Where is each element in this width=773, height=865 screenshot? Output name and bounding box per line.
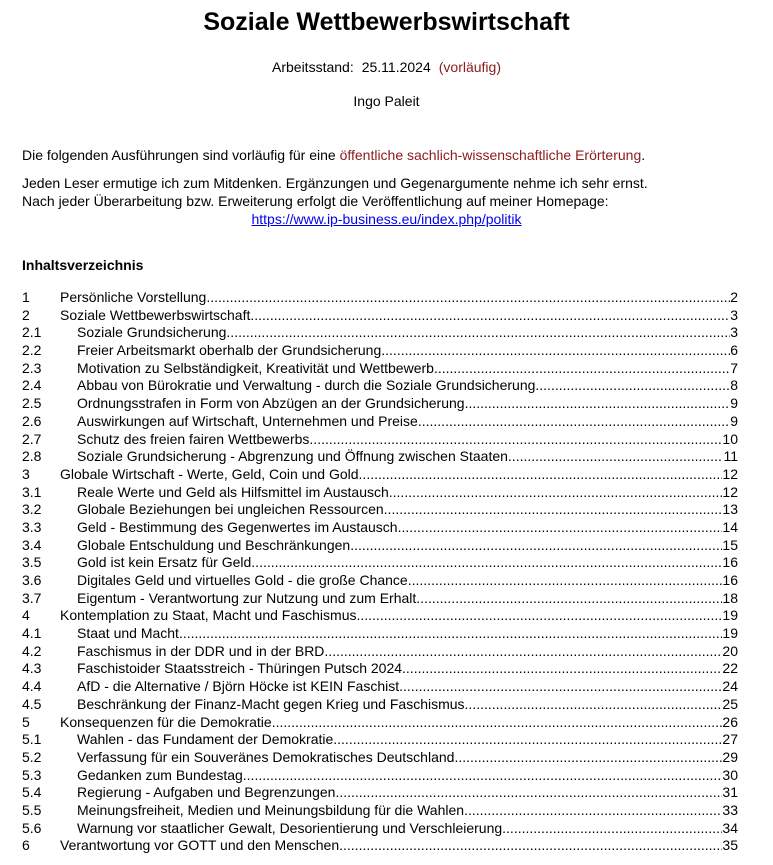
toc-entry-number: 2.4 <box>22 377 42 394</box>
toc-entry[interactable] <box>22 289 738 307</box>
homepage-link-wrapper <box>0 210 773 228</box>
toc-dot-leader <box>399 678 722 696</box>
toc-entry-page: 16 <box>722 554 738 571</box>
toc-entry-label: Soziale Wettbewerbswirtschaft <box>60 306 251 323</box>
toc-entry[interactable] <box>22 413 738 431</box>
toc-dot-leader <box>350 537 722 555</box>
toc-entry-label: Meinungsfreiheit, Medien und Meinungsbildung für die Wahlen <box>77 801 465 818</box>
toc-entry-label: Globale Wirtschaft - Werte, Geld, Coin und Gold <box>60 465 359 482</box>
toc-entry-number: 2.1 <box>22 324 42 341</box>
toc-entry-number: 2.5 <box>22 395 42 412</box>
toc-entry-page: 16 <box>722 572 738 588</box>
toc-dot-leader <box>502 820 722 838</box>
toc-entry-number: 2.2 <box>22 342 42 359</box>
toc-entry-label: Warnung vor staatlicher Gewalt, Desorientierung und Verschleierung <box>77 819 503 836</box>
intro-line-2: Nach jeder Überarbeitung bzw. Erweiterung erfolgt die Veröffentlichung auf meiner Homepage: <box>22 193 609 209</box>
toc-entry-page: 19 <box>722 607 738 624</box>
toc-entry-label: Motivation zu Selbständigkeit, Kreativität und Wettbewerb <box>77 359 434 376</box>
toc-entry-number: 3.3 <box>22 518 42 535</box>
toc-entry-label: Globale Entschuldung und Beschränkungen <box>77 536 351 553</box>
toc-entry-number: 4.1 <box>22 625 42 642</box>
toc-entry-page: 10 <box>722 430 738 447</box>
toc-dot-leader <box>464 802 722 820</box>
toc-dot-leader <box>359 466 723 484</box>
toc-dot-leader <box>434 360 730 378</box>
toc-entry-page: 30 <box>722 766 738 783</box>
toc-entry-number: 4.4 <box>22 678 42 695</box>
toc-entry-label: Gold ist kein Ersatz für Geld <box>77 554 252 571</box>
toc-entry-page: 12 <box>722 483 738 500</box>
toc-entry[interactable] <box>22 837 738 855</box>
toc-entry-label: Freier Arbeitsmarkt oberhalb der Grundsicherung <box>77 342 382 359</box>
toc-entry-label: Wahlen - das Fundament der Demokratie <box>77 731 334 748</box>
toc-entry[interactable] <box>22 696 738 714</box>
toc-entry-number: 5.1 <box>22 731 42 748</box>
toc-entry-page: 6 <box>730 342 738 359</box>
toc-entry[interactable] <box>22 820 738 838</box>
toc-entry-number: 3.5 <box>22 554 42 571</box>
toc-entry-label: Gedanken zum Bundestag <box>77 766 243 783</box>
toc-entry-label: Reale Werte und Geld als Hilfsmittel im Austausch <box>77 483 389 500</box>
toc-dot-leader <box>402 660 722 678</box>
toc-entry-label: Digitales Geld und virtuelles Gold - die große Chance <box>77 572 408 588</box>
toc-entry[interactable] <box>22 395 738 413</box>
toc-dot-leader <box>243 767 723 785</box>
toc-entry[interactable] <box>22 714 738 732</box>
toc-entry-number: 3.1 <box>22 483 42 500</box>
intro-paragraph-1 <box>22 146 762 164</box>
toc-dot-leader <box>226 324 730 342</box>
toc-entry-page: 2 <box>730 289 738 305</box>
toc-entry-page: 3 <box>730 306 738 323</box>
toc-entry[interactable] <box>22 749 738 767</box>
toc-entry[interactable] <box>22 802 738 820</box>
toc-entry-page: 24 <box>722 678 738 695</box>
toc-entry-label: Persönliche Vorstellung <box>60 289 207 305</box>
toc-dot-leader <box>389 484 723 502</box>
toc-entry-number: 2 <box>22 306 30 323</box>
toc-heading: Inhaltsverzeichnis <box>22 257 144 273</box>
toc-entry-page: 9 <box>730 412 738 429</box>
toc-entry-label: Auswirkungen auf Wirtschaft, Unternehmen und Preise <box>77 412 418 429</box>
toc-entry[interactable] <box>22 448 738 466</box>
toc-entry[interactable] <box>22 572 738 590</box>
homepage-link[interactable]: https://www.ip-business.eu/index.php/politik <box>251 211 522 227</box>
toc-entry-label: Regierung - Aufgaben und Begrenzungen <box>77 784 336 801</box>
toc-entry-page: 26 <box>722 713 738 730</box>
toc-dot-leader <box>251 554 722 572</box>
toc-entry[interactable] <box>22 519 738 537</box>
toc-dot-leader <box>418 413 730 431</box>
toc-dot-leader <box>333 731 722 749</box>
toc-entry-label: Schutz des freien fairen Wettbewerbs <box>77 430 310 447</box>
toc-entry-page: 7 <box>730 359 738 376</box>
toc-entry[interactable] <box>22 501 738 519</box>
toc-dot-leader <box>356 607 722 625</box>
toc-entry-label: Soziale Grundsicherung - Abgrenzung und Öffnung zwischen Staaten <box>77 448 508 465</box>
toc-entry-label: Konsequenzen für die Demokratie <box>60 713 272 730</box>
toc-entry[interactable] <box>22 554 738 572</box>
toc-entry-number: 5.6 <box>22 819 42 836</box>
toc-dot-leader <box>324 643 722 661</box>
toc-entry[interactable] <box>22 607 738 625</box>
status-line <box>0 58 773 76</box>
toc-entry-label: Globale Beziehungen bei ungleichen Ressourcen <box>77 501 384 518</box>
toc-entry-number: 5 <box>22 713 30 730</box>
toc-entry-label: Verfassung für ein Souveränes Demokratisches Deutschland <box>77 748 455 765</box>
toc-entry-page: 8 <box>730 377 738 394</box>
toc-dot-leader <box>535 377 730 395</box>
toc-dot-leader <box>250 307 730 325</box>
toc-entry[interactable] <box>22 731 738 749</box>
toc-entry-page: 20 <box>722 642 738 659</box>
toc-entry-page: 25 <box>722 695 738 712</box>
intro-period: . <box>641 147 646 163</box>
toc-entry[interactable] <box>22 360 738 378</box>
toc-entry-label: Abbau von Bürokratie und Verwaltung - durch die Soziale Grundsicherung <box>77 377 536 394</box>
toc-dot-leader <box>454 749 722 767</box>
toc-entry-label: Verantwortung vor GOTT und den Menschen <box>60 837 340 854</box>
toc-entry-number: 4 <box>22 607 30 624</box>
toc-entry[interactable] <box>22 590 738 608</box>
toc-entry[interactable] <box>22 377 738 395</box>
toc-entry[interactable] <box>22 431 738 449</box>
toc-entry-label: Faschismus in der DDR und in der BRD <box>77 642 325 659</box>
toc-entry-number: 1 <box>22 289 30 305</box>
status-label: Arbeitsstand: <box>272 59 354 75</box>
toc-dot-leader <box>416 590 722 608</box>
toc-dot-leader <box>408 572 723 590</box>
toc-entry[interactable] <box>22 537 738 555</box>
toc-entry[interactable] <box>22 767 738 785</box>
toc-dot-leader <box>384 501 723 519</box>
toc-dot-leader <box>339 837 722 855</box>
toc-entry-label: Ordnungsstrafen in Form von Abzügen an der Grundsicherung <box>77 395 465 412</box>
toc-entry-label: Eigentum - Verantwortung zur Nutzung und zum Erhalt <box>77 589 417 606</box>
toc-entry-label: Soziale Grundsicherung <box>77 324 227 341</box>
toc-entry[interactable] <box>22 484 738 502</box>
toc-entry-page: 18 <box>722 589 738 606</box>
toc-entry-number: 5.5 <box>22 801 42 818</box>
toc-entry-number: 6 <box>22 837 30 854</box>
toc-dot-leader <box>206 289 730 307</box>
toc-entry-page: 12 <box>722 465 738 482</box>
toc-entry-label: AfD - die Alternative / Björn Höcke ist KEIN Faschist <box>77 678 400 695</box>
toc-entry-page: 9 <box>730 395 738 412</box>
toc-entry[interactable] <box>22 678 738 696</box>
toc-entry-number: 3.4 <box>22 536 42 553</box>
toc-entry-number: 4.5 <box>22 695 42 712</box>
toc-dot-leader <box>335 784 722 802</box>
toc-entry-page: 33 <box>722 801 738 818</box>
toc-entry-number: 3.2 <box>22 501 42 518</box>
toc-entry-page: 11 <box>723 448 738 465</box>
document-title: Soziale Wettbewerbswirtschaft <box>203 8 570 36</box>
toc-dot-leader <box>508 448 724 466</box>
toc-entry-page: 29 <box>722 748 738 765</box>
intro-paragraph-2 <box>22 174 762 210</box>
toc-dot-leader <box>179 625 722 643</box>
toc-entry-page: 13 <box>722 501 738 518</box>
toc-entry-label: Faschistoider Staatsstreich - Thüringen Putsch 2024 <box>77 660 403 677</box>
toc-dot-leader <box>309 431 722 449</box>
toc-entry[interactable] <box>22 660 738 678</box>
toc-entry[interactable] <box>22 784 738 802</box>
toc-entry-number: 2.3 <box>22 359 42 376</box>
toc-entry-number: 5.4 <box>22 784 42 801</box>
toc-entry-number: 2.6 <box>22 412 42 429</box>
toc-dot-leader <box>272 714 723 732</box>
toc-entry-number: 5.2 <box>22 748 42 765</box>
toc-entry-number: 2.7 <box>22 430 42 447</box>
status-date: 25.11.2024 <box>361 59 431 75</box>
toc-entry-number: 3.7 <box>22 589 42 606</box>
toc-dot-leader <box>465 395 731 413</box>
toc-entry[interactable] <box>22 307 738 325</box>
toc-entry-page: 14 <box>722 518 738 535</box>
author-name: Ingo Paleit <box>353 93 420 109</box>
toc-entry[interactable] <box>22 466 738 484</box>
toc-dot-leader <box>398 519 723 537</box>
toc-entry-page: 27 <box>722 731 738 748</box>
toc-entry-label: Kontemplation zu Staat, Macht und Faschismus <box>60 607 357 624</box>
toc-entry-number: 3.6 <box>22 572 42 588</box>
toc-entry-label: Staat und Macht <box>77 625 179 642</box>
toc-entry-page: 3 <box>730 324 738 341</box>
toc-entry[interactable] <box>22 643 738 661</box>
intro-highlight: öffentliche sachlich-wissenschaftliche Erörterung <box>339 147 642 163</box>
intro-line-1: Jeden Leser ermutige ich zum Mitdenken. Ergänzungen und Gegenargumente nehme ich sehr ernst. <box>22 175 648 191</box>
intro-text: Die folgenden Ausführungen sind vorläufig für eine <box>22 147 340 163</box>
toc-entry-number: 2.8 <box>22 448 42 465</box>
toc-entry[interactable] <box>22 324 738 342</box>
toc-entry-label: Geld - Bestimmung des Gegenwertes im Austausch <box>77 518 398 535</box>
toc-entry-page: 34 <box>722 819 738 836</box>
toc-entry-page: 35 <box>722 837 738 854</box>
toc-entry-label: Beschränkung der Finanz-Macht gegen Krieg und Faschismus <box>77 695 465 712</box>
toc-entry-number: 3 <box>22 465 30 482</box>
toc-entry-page: 31 <box>722 784 738 801</box>
toc-entry-page: 22 <box>722 660 738 677</box>
table-of-contents <box>22 289 738 855</box>
status-note: (vorläufig) <box>438 59 501 75</box>
toc-entry[interactable] <box>22 342 738 360</box>
toc-entry-page: 15 <box>722 536 738 553</box>
toc-entry-number: 4.2 <box>22 642 42 659</box>
toc-entry-number: 4.3 <box>22 660 42 677</box>
toc-entry-number: 5.3 <box>22 766 42 783</box>
toc-entry-page: 19 <box>722 625 738 642</box>
toc-entry[interactable] <box>22 625 738 643</box>
toc-dot-leader <box>465 696 723 714</box>
toc-dot-leader <box>381 342 730 360</box>
